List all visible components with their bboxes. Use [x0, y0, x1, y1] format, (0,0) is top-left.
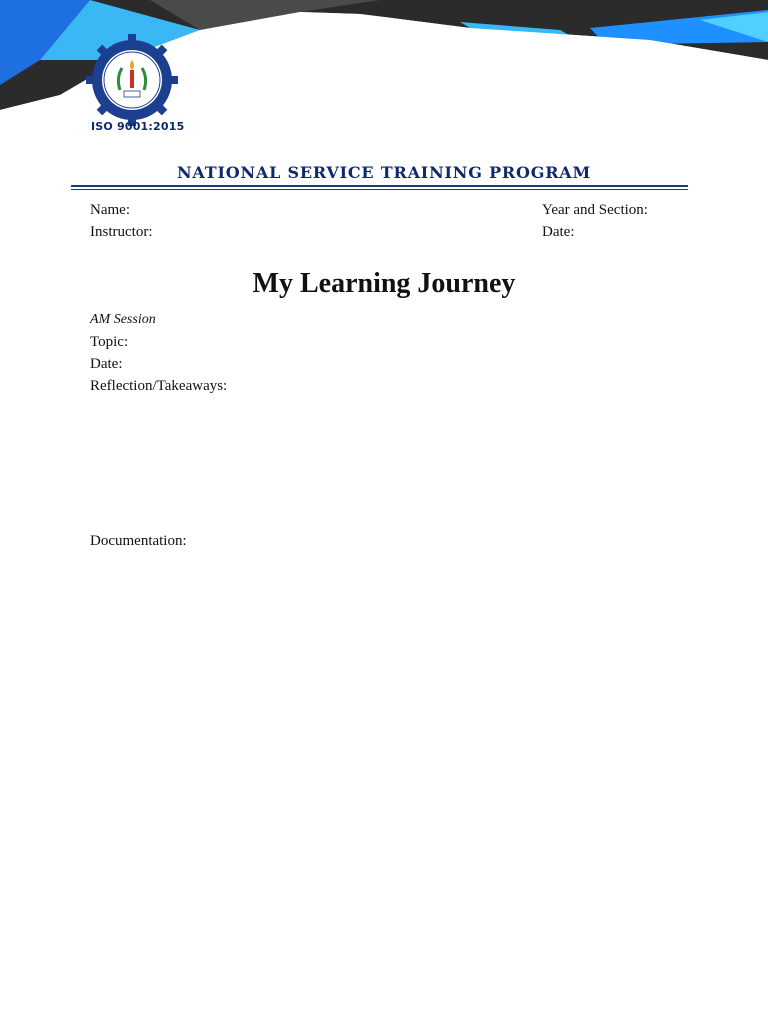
documentation-label: Documentation: [90, 533, 187, 549]
session-date-label: Date: [90, 356, 123, 372]
topic-label: Topic: [90, 334, 129, 350]
document-title: My Learning Journey [252, 268, 516, 299]
title-divider-thin [71, 189, 688, 190]
year-section-label: Year and Section: [542, 202, 648, 218]
instructor-label: Instructor: [90, 224, 153, 240]
header-date-label: Date: [542, 224, 575, 240]
program-title: NATIONAL SERVICE TRAINING PROGRAM [176, 163, 592, 182]
name-label: Name: [90, 202, 130, 218]
title-divider-thick [71, 185, 688, 187]
session-heading: AM Session [90, 312, 156, 327]
reflection-label: Reflection/Takeaways: [90, 378, 228, 394]
iso-certification-label: ISO 9001:2015 [91, 120, 185, 133]
college-seal-logo [84, 32, 180, 128]
